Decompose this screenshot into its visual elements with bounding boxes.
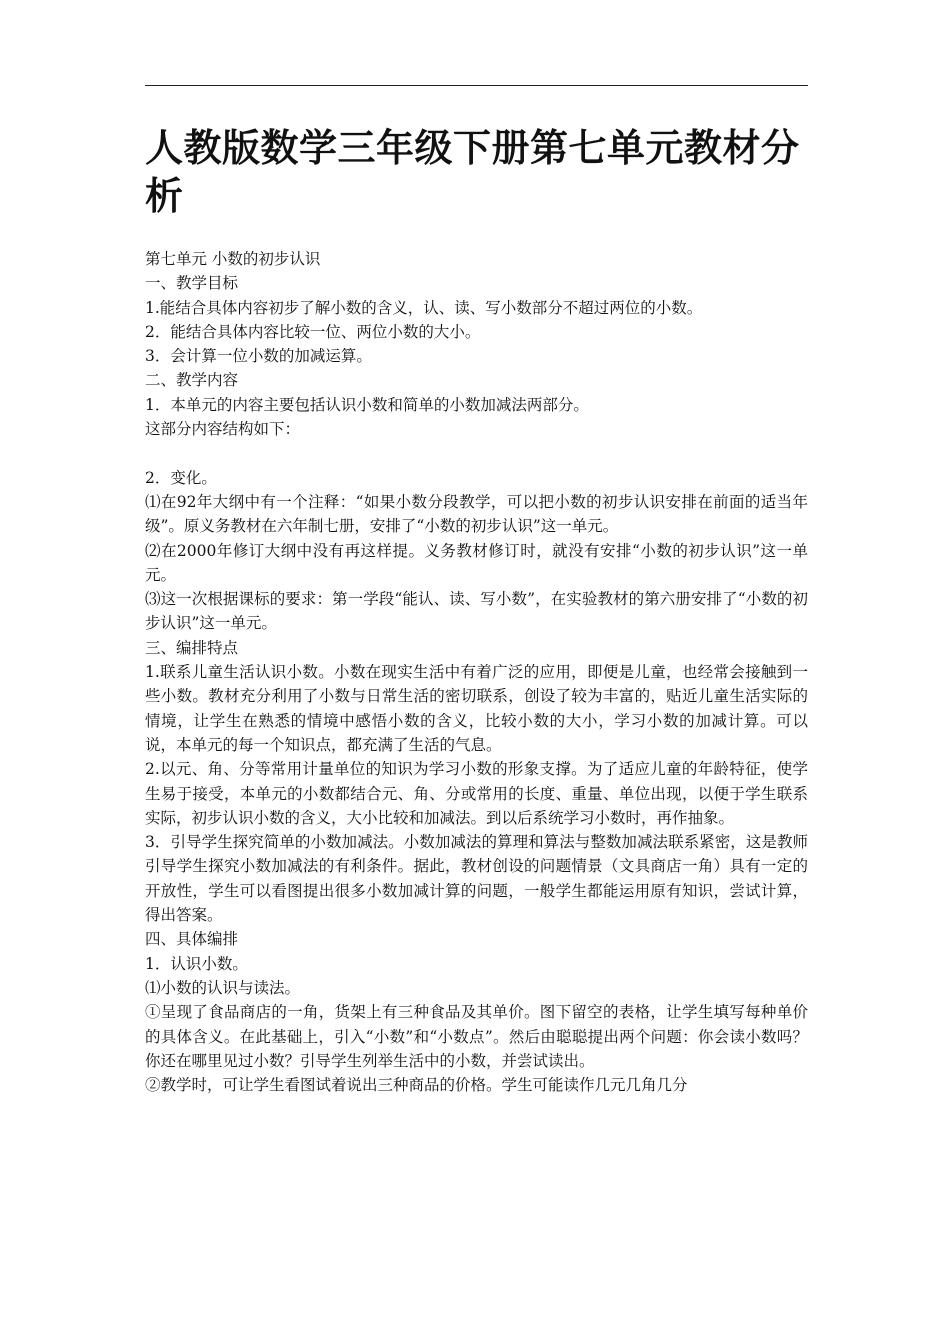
body-paragraph: 1.能结合具体内容初步了解小数的含义，认、读、写小数部分不超过两位的小数。 <box>145 298 703 317</box>
body-paragraph: 这部分内容结构如下： <box>145 420 301 439</box>
body-paragraph: ⑴小数的认识与读法。 <box>145 978 301 997</box>
body-paragraph: 1．认识小数。 <box>145 954 248 973</box>
body-paragraph: ⑵在2000年修订大纲中没有再这样提。义务教材修订时，就没有安排“小数的初步认识”这一单元。 <box>145 541 808 584</box>
body-paragraph: 一、教学目标 <box>145 274 239 293</box>
body-paragraph: 3．会计算一位小数的加减运算。 <box>145 347 372 366</box>
body-paragraph: 二、教学内容 <box>145 371 239 390</box>
body-paragraph: 1.联系儿童生活认识小数。小数在现实生活中有着广泛的应用，即便是儿童，也经常会接触到一些小数。教材充分利用了小数与日常生活的密切联系，创设了较为丰富的，贴近儿童生活实际的情境，让学生在熟悉的情境中感悟小数的含义，比较小数的大小，学习小数的加减计算。可以说，本单元的每一个知识点，都充满了生活的气息。 <box>145 663 808 754</box>
blank-line <box>145 441 808 465</box>
body-paragraph: 1．本单元的内容主要包括认识小数和简单的小数加减法两部分。 <box>145 395 589 414</box>
body-paragraph: ⑶这一次根据课标的要求：第一学段“能认、读、写小数”，在实验教材的第六册安排了“小数的初步认识”这一单元。 <box>145 590 808 633</box>
body-paragraph: 2.以元、角、分等常用计量单位的知识为学习小数的形象支撑。为了适应儿童的年龄特征，使学生易于接受，本单元的小数都结合元、角、分或常用的长度、重量、单位出现，以便于学生联系实际，初步认识小数的含义，大小比较和加减法。到以后系统学习小数时，再作抽象。 <box>145 760 808 827</box>
body-paragraph: 第七单元 小数的初步认识 <box>145 250 321 268</box>
body-paragraph: ⑴在92年大纲中有一个注释：“如果小数分段教学，可以把小数的初步认识安排在前面的适当年级”。原义务教材在六年制七册，安排了“小数的初步认识”这一单元。 <box>145 492 808 536</box>
body-paragraph: ①呈现了食品商店的一角，货架上有三种食品及其单价。图下留空的表格，让学生填写每种单价的具体含义。在此基础上，引入“小数”和“小数点”。然后由聪聪提出两个问题：你会读小数吗？你还在哪里见过小数？引导学生列举生活中的小数，并尝试读出。 <box>145 1003 808 1070</box>
body-paragraph: 2．能结合具体内容比较一位、两位小数的大小。 <box>145 322 481 341</box>
body-paragraph: 四、具体编排 <box>145 930 239 949</box>
document-title: 人教版数学三年级下册第七单元教材分析 <box>145 126 800 218</box>
body-paragraph: 三、编排特点 <box>145 638 239 657</box>
body-paragraph: 2．变化。 <box>145 468 217 487</box>
body-paragraph: ②教学时，可让学生看图试着说出三种商品的价格。学生可能读作几元几角几分 <box>145 1076 688 1095</box>
document-body <box>145 247 808 1097</box>
body-paragraph: 3．引导学生探究简单的小数加减法。小数加减法的算理和算法与整数加减法联系紧密，这是教师引导学生探究小数加减法的有利条件。据此，教材创设的问题情景（文具商店一角）具有一定的开放性，学生可以看图提出很多小数加减计算的问题，一般学生都能运用原有知识，尝试计算，得出答案。 <box>145 833 808 925</box>
header-rule <box>145 85 808 86</box>
